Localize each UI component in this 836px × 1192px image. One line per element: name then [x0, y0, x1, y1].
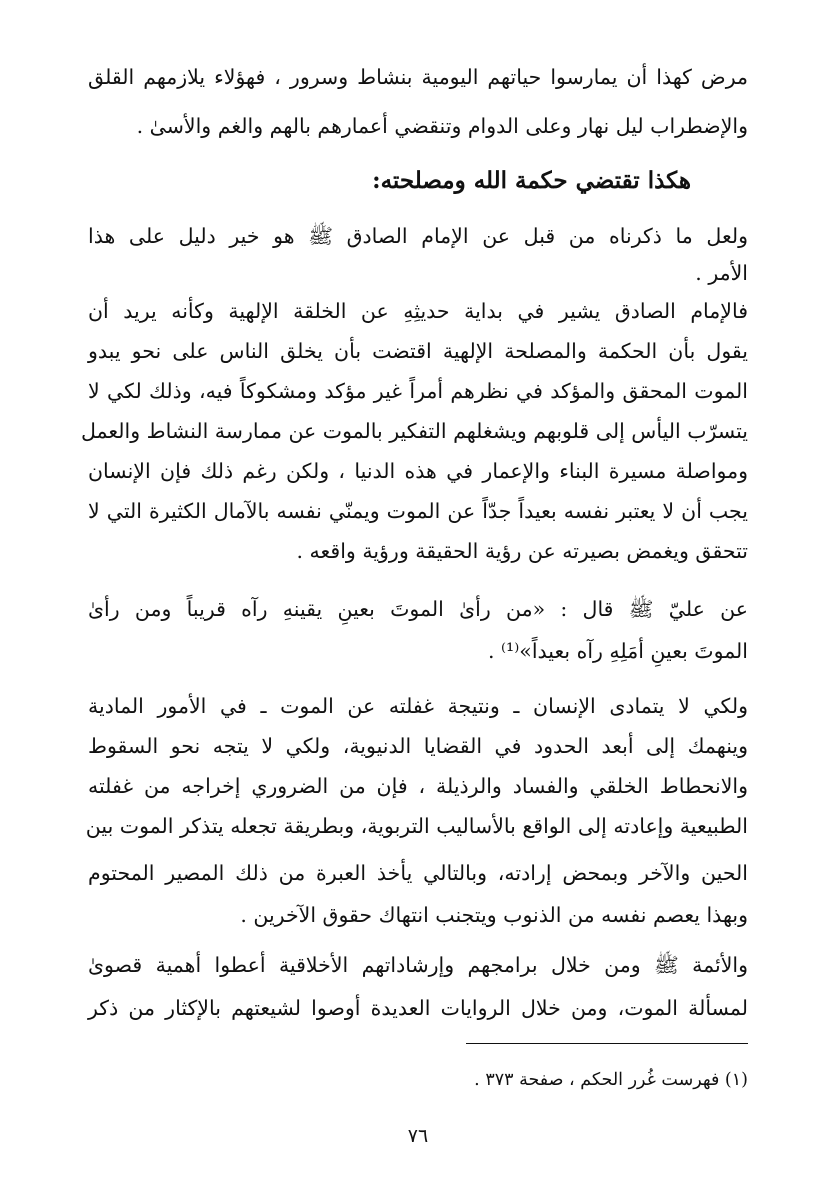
section-heading: هكذا تقتضي حكمة الله ومصلحته:: [372, 167, 691, 194]
paragraph-5-line-3: والانحطاط الخلقي والفساد والرذيلة ، فإن من الضروري إخراجه من غفلته: [88, 774, 748, 798]
paragraph-4-line-2: الموتَ بعينِ أمَلِهِ رآه بعيداً»⁽¹⁾ .: [487, 639, 748, 663]
paragraph-6-line-1: والأئمة ﷺ ومن خلال برامجهم وإرشاداتهم الأخلاقية أعطوا أهمية قصوىٰ: [88, 953, 748, 977]
paragraph-3-line-1: فالإمام الصادق يشير في بداية حديثِهِ عن الخلقة الإلهية وكأنه يريد أن: [88, 299, 748, 323]
paragraph-1-line-2: والإضطراب ليل نهار وعلى الدوام وتنقضي أعمارهم بالهم والغم والأسىٰ .: [136, 114, 748, 138]
paragraph-4-line-1: عن عليّ ﷺ قال : «من رأىٰ الموتَ بعينِ يقينهِ رآه قريباً ومن رأىٰ: [88, 597, 748, 621]
paragraph-3-line-5: ومواصلة مسيرة البناء والإعمار في هذه الدنيا ، ولكن رغم ذلك فإن الإنسان: [88, 459, 748, 483]
paragraph-3-line-6: يجب أن لا يعتبر نفسه بعيداً جدّاً عن الموت ويمنّي نفسه بالآمال الكثيرة التي لا: [88, 499, 748, 523]
paragraph-2-line-1: ولعل ما ذكرناه من قبل عن الإمام الصادق ﷺ هو خير دليل على هذا: [88, 224, 748, 248]
paragraph-5-line-4: الطبيعية وإعادته إلى الواقع بالأساليب التربوية، وبطريقة تجعله يتذكر الموت بين: [85, 814, 748, 838]
footnote-divider: [466, 1043, 748, 1044]
paragraph-3-line-3: الموت المحقق والمؤكد في نظرهم أمراً غير مؤكد ومشكوكاً فيه، وذلك لكي لا: [88, 379, 748, 403]
paragraph-5-line-6: وبهذا يعصم نفسه من الذنوب ويتجنب انتهاك حقوق الآخرين .: [240, 903, 748, 927]
footnote: (١) فهرست غُرر الحكم ، صفحة ٣٧٣ .: [474, 1070, 748, 1090]
paragraph-3-line-7: تتحقق ويغمض بصيرته عن رؤية الحقيقة ورؤية واقعه .: [296, 539, 748, 563]
paragraph-5-line-1: ولكي لا يتمادى الإنسان ـ ونتيجة غفلته عن الموت ـ في الأمور المادية: [88, 694, 748, 718]
page-number: ٧٦: [407, 1125, 429, 1147]
paragraph-2-line-2: الأمر .: [695, 261, 748, 285]
paragraph-3-line-2: يقول بأن الحكمة والمصلحة الإلهية اقتضت بأن يخلق الناس على نحو يبدو: [88, 339, 748, 363]
paragraph-1-line-1: مرض كهذا أن يمارسوا حياتهم اليومية بنشاط وسرور ، فهؤلاء يلازمهم القلق: [88, 65, 748, 89]
paragraph-5-line-2: وينهمك إلى أبعد الحدود في القضايا الدنيوية، ولكي لا يتجه نحو السقوط: [88, 734, 748, 758]
paragraph-6-line-2: لمسألة الموت، ومن خلال الروايات العديدة أوصوا لشيعتهم بالإكثار من ذكر: [88, 996, 748, 1020]
paragraph-3-line-4: يتسرّب اليأس إلى قلوبهم ويشغلهم التفكير بالموت عن ممارسة النشاط والعمل: [81, 419, 748, 443]
paragraph-5-line-5: الحين والآخر وبمحض إرادته، وبالتالي يأخذ العبرة من ذلك المصير المحتوم: [88, 861, 748, 885]
